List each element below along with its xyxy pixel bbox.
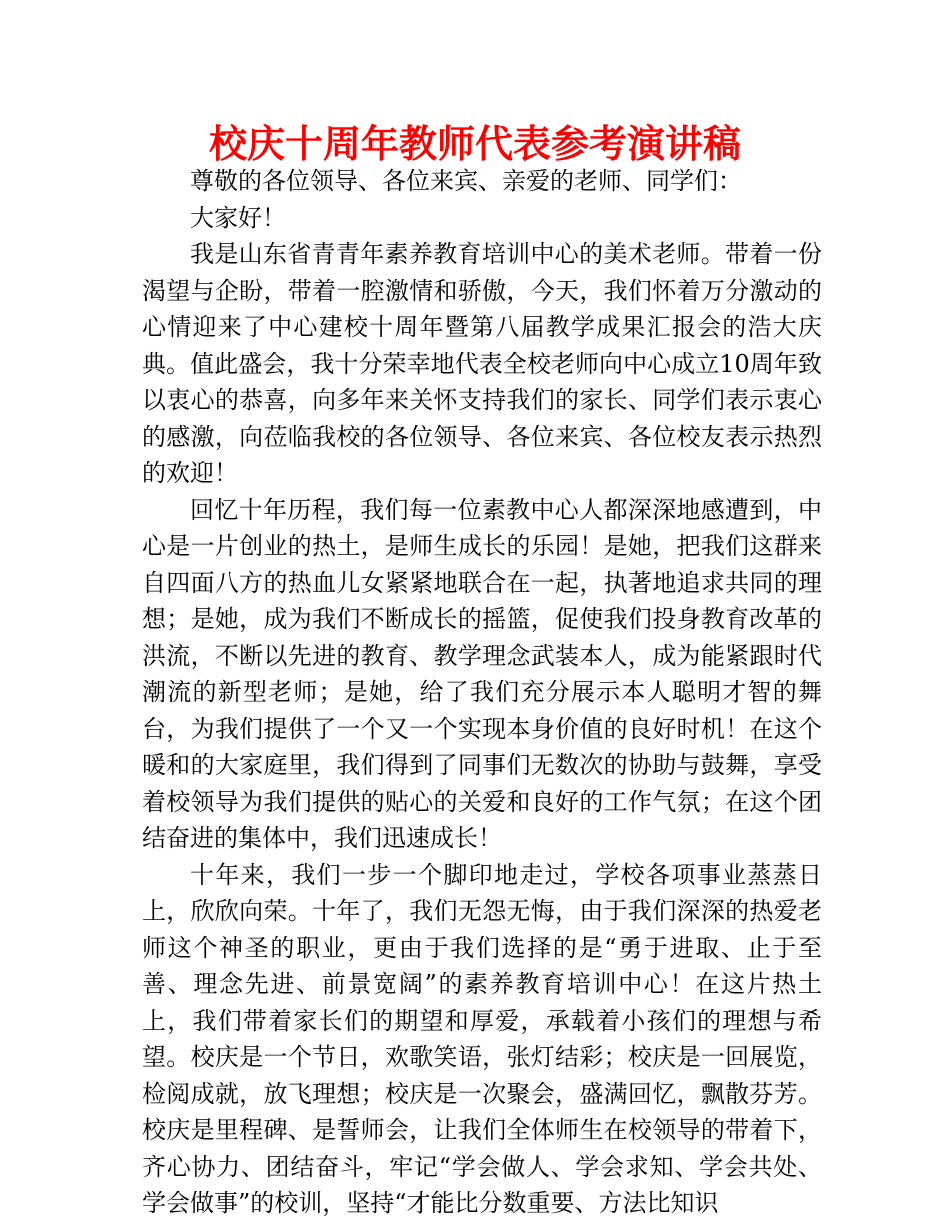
page-title: 校庆十周年教师代表参考演讲稿: [208, 122, 741, 166]
paragraph-introduction: 我是山东省青青年素养教育培训中心的美术老师。带着一份渴望与企盼，带着一腔激情和骄傲，今天，我们怀着万分激动的心情迎来了中心建校十周年暨第八届教学成果汇报会的浩大庆典。值此盛会，我十分荣幸地代表全校老师向中心成立10周年致以衷心的恭喜，向多年来关怀支持我们的家长、同学们表示衷心的感激，向莅临我校的各位领导、各位来宾、各位校友表示热烈的欢迎！: [142, 240, 822, 487]
paragraph-greeting: 大家好！: [190, 203, 286, 232]
paragraph-recollection: 回忆十年历程，我们每一位素教中心人都深深地感遭到，中心是一片创业的热土，是师生成长的乐园！是她，把我们这群来自四面八方的热血儿女紧紧地联合在一起，执著地追求共同的理想；是她，成为我们不断成长的摇篮，促使我们投身教育改革的洪流，不断以先进的教育、教学理念武装本人，成为能紧跟时代潮流的新型老师；是她，给了我们充分展示本人聪明才智的舞台，为我们提供了一个又一个实现本身价值的良好时机！在这个暖和的大家庭里，我们得到了同事们无数次的协助与鼓舞，享受着校领导为我们提供的贴心的关爱和良好的工作气氛；在这个团结奋进的集体中，我们迅速成长！: [142, 495, 822, 852]
speech-body: [142, 163, 822, 1222]
paragraph-decade: 十年来，我们一步一个脚印地走过，学校各项事业蒸蒸日上，欣欣向荣。十年了，我们无怨无悔，由于我们深深的热爱老师这个神圣的职业，更由于我们选择的是“勇于进取、止于至善、理念先进、前景宽阔”的素养教育培训中心！在这片热土上，我们带着家长们的期望和厚爱，承载着小孩们的理想与希望。校庆是一个节日，欢歌笑语，张灯结彩；校庆是一回展览，检阅成就，放飞理想；校庆是一次聚会，盛满回忆，飘散芬芳。校庆是里程碑、是誓师会，让我们全体师生在校领导的带着下，齐心协力、团结奋斗，牢记“学会做人、学会求知、学会共处、学会做事”的校训，坚持“才能比分数重要、方法比知识: [142, 860, 822, 1217]
paragraph-salutation: 尊敬的各位领导、各位来宾、亲爱的老师、同学们：: [190, 167, 742, 195]
